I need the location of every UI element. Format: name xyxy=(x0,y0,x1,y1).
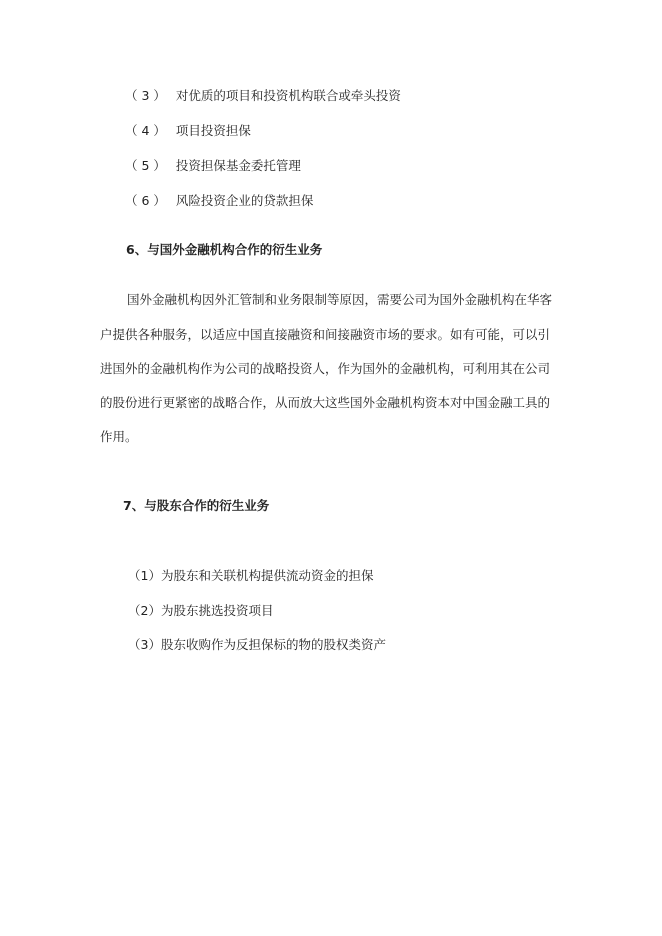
section-heading: 7、与股东合作的衍生业务 xyxy=(123,498,270,513)
list-item-number: （ 3 ） xyxy=(125,88,166,103)
list-item xyxy=(125,158,301,174)
list-item-text: 项目投资担保 xyxy=(175,123,251,138)
list-item: （1）为股东和关联机构提供流动资金的担保 xyxy=(128,568,374,583)
list-item-number: （ 5 ） xyxy=(125,158,166,173)
list-item: （3）股东收购作为反担保标的物的股权类资产 xyxy=(128,637,386,652)
paragraph-line: 户提供各种服务，以适应中国直接融资和间接融资市场的要求。如有可能，可以引 xyxy=(100,327,551,342)
list-item-number: （ 6 ） xyxy=(125,193,166,208)
list-item-text: 投资担保基金委托管理 xyxy=(175,158,301,173)
list-item-text: 对优质的项目和投资机构联合或牵头投资 xyxy=(175,88,401,103)
section-heading: 6、与国外金融机构合作的衍生业务 xyxy=(126,242,323,257)
list-item xyxy=(125,123,251,139)
list-item xyxy=(125,193,313,209)
paragraph-line: 的股份进行更紧密的战略合作，从而放大这些国外金融机构资本对中国金融工具的 xyxy=(100,395,551,410)
paragraph-line: 国外金融机构因外汇管制和业务限制等原因，需要公司为国外金融机构在华客 xyxy=(127,292,553,307)
list-item-number: （ 4 ） xyxy=(125,123,166,138)
list-item xyxy=(125,88,401,104)
list-item-text: 风险投资企业的贷款担保 xyxy=(175,193,314,208)
paragraph-line: 进国外的金融机构作为公司的战略投资人，作为国外的金融机构，可利用其在公司 xyxy=(100,361,551,376)
list-item: （2）为股东挑选投资项目 xyxy=(128,603,274,618)
paragraph-line: 作用。 xyxy=(100,429,138,444)
